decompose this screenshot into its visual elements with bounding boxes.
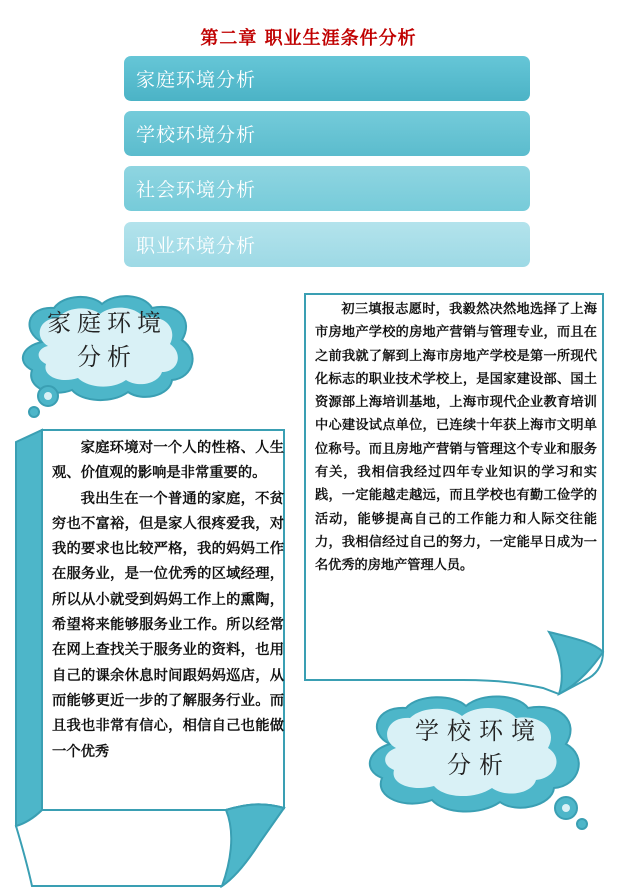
school-analysis-cloud <box>356 692 596 832</box>
school-paragraph-1: 初三填报志愿时，我毅然决然地选择了上海市房地产学校的房地产营销与管理专业，而且在之前我就了解到上海市房地产学校是第一所现代化标志的职业技术学校上，是国家建设部、国土资源部上海培训基地，上海市现代企业教育培训中心建设试点单位，已连续十年获上海市文明单位称号。而且房地产营销与管理这个专业和服务有关，我相信我经过四年专业知识的学习和实践，一定能越走越远，而且学校也有勤工俭学的活动，能够提高自己的工作能力和人际交往能力，我相信经过自己的努力，一定能早日成为一名优秀的房地产管理人员。 <box>315 302 597 574</box>
cloud-line-1: 家庭环境 <box>47 309 167 337</box>
school-environment-panel <box>303 292 607 696</box>
family-paragraph-2: 我出生在一个普通的家庭，不贫穷也不富裕，但是家人很疼爱我，对我的要求也比较严格，我的妈妈工作在服务业，是一位优秀的区域经理，所以从小就受到妈妈工作上的熏陶，希望将来能够服务业工作。所以经常在网上查找关于服务业的资料，也用自己的课余休息时间跟妈妈巡店，从而能够更近一步的了解服务行业。而且我也非常有信心，相信自己也能做一个优秀 <box>52 490 284 760</box>
cloud-title <box>394 714 564 782</box>
cloud-line-2: 分析 <box>447 751 511 779</box>
family-environment-panel <box>14 428 288 888</box>
family-paragraph-1: 家庭环境对一个人的性格、人生观、价值观的影响是非常重要的。 <box>52 440 284 482</box>
family-panel-text <box>52 436 284 804</box>
cloud-title <box>32 306 182 374</box>
school-panel-text <box>315 298 597 578</box>
cloud-line-1: 学校环境 <box>415 717 543 745</box>
menu-item-family[interactable]: 家庭环境分析 <box>124 56 530 101</box>
family-analysis-cloud <box>12 292 202 420</box>
menu-item-career[interactable]: 职业环境分析 <box>124 222 530 267</box>
cloud-line-2: 分析 <box>77 343 137 371</box>
menu-item-society[interactable]: 社会环境分析 <box>124 166 530 211</box>
chapter-title: 第二章 职业生涯条件分析 <box>200 28 417 49</box>
menu-item-school[interactable]: 学校环境分析 <box>124 111 530 156</box>
